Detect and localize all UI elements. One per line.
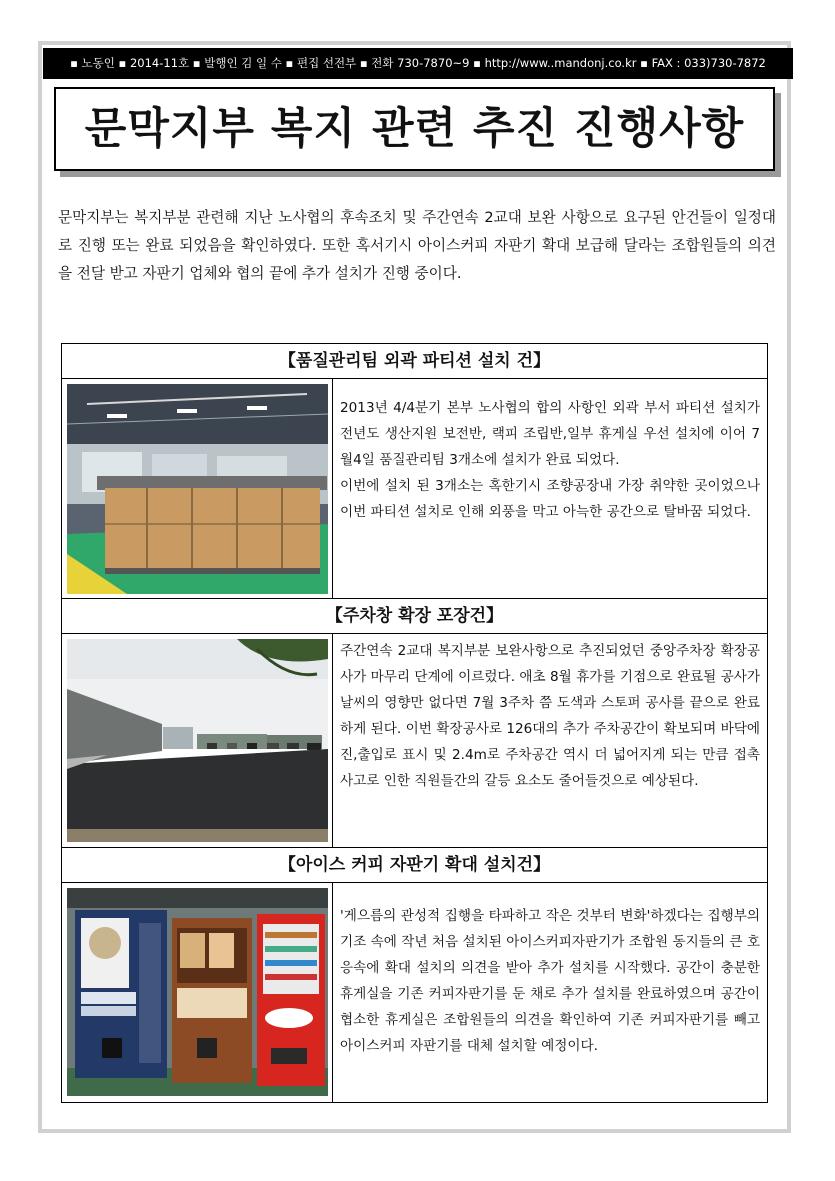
- page-title: 문막지부 복지 관련 추진 진행사항: [54, 87, 775, 171]
- section-text: [340, 638, 760, 794]
- section-body-parking: [62, 634, 767, 848]
- section-paragraph: 2013년 4/4분기 본부 노사협의 합의 사항인 외곽 부서 파티션 설치가 전년도 생산지원 보전반, 랙피 조립반,일부 휴게실 우선 설치에 이어 7월4일 품질관리팀 3개소에 설치가 완료 되었다.: [340, 400, 760, 468]
- section-body-partition: [62, 379, 767, 599]
- photo-cell: [62, 379, 333, 598]
- section-paragraph: 이번에 설치 된 3개소는 혹한기시 조향공장내 가장 취약한 곳이었으나 이번 파티션 설치로 인해 외풍을 막고 아늑한 공간으로 탈바꿈 되었다.: [340, 478, 760, 520]
- section-heading-parking: 【주차창 확장 포장건】: [62, 599, 767, 634]
- section-heading-vending: 【아이스 커피 자판기 확대 설치건】: [62, 848, 767, 883]
- sections-table: [61, 343, 768, 1103]
- intro-paragraph: 문막지부는 복지부분 관련해 지난 노사협의 후속조치 및 주간연속 2교대 보완 사항으로 요구된 안건들이 일정대로 진행 또는 완료 되었음을 확인하였다. 또한 혹서기시 아이스커피 자판기 확대 보급해 달라는 조합원들의 의견을 전달 받고 자판기 업체와 협의 끝에 추가 설치가 진행 중이다.: [58, 209, 776, 282]
- section-body-vending: [62, 883, 767, 1102]
- section-text: [340, 395, 760, 525]
- parking-photo: [67, 639, 328, 842]
- section-paragraph: 주간연속 2교대 복지부분 보완사항으로 추진되었던 중앙주차장 확장공사가 마무리 단계에 이르렀다. 애초 8월 휴가를 기점으로 완료될 공사가 날씨의 영향만 없다면 7월 3주차 쯤 도색과 스토퍼 공사를 끝으로 완료하게 된다. 이번 확장공사로 126대의 추가 주차공간이 확보되며 바닥에 진,출입로 표시 및 2.4m로 주차공간 역시 더 넓어지게 되는 만큼 접촉사고로 인한 직원들간의 갈등 요소도 줄어들것으로 예상된다.: [340, 643, 760, 789]
- section-paragraph: '게으름의 관성적 집행을 타파하고 작은 것부터 변화'하겠다는 집행부의 기조 속에 작년 처음 설치된 아이스커피자판기가 조합원 동지들의 큰 호응속에 확대 설치의 의견을 받아 추가 설치를 시작했다. 공간이 충분한 휴게실을 기존 커피자판기를 둔 채로 추가 설치를 완료하였으며 공간이 협소한 휴게실은 조합원들의 의견을 확인하여 기존 커피자판기를 빼고 아이스커피 자판기를 대체 설치할 예정이다.: [340, 908, 760, 1054]
- newsletter-info-bar: ▪ 노동인 ▪ 2014-11호 ▪ 발행인 김 일 수 ▪ 편집 선전부 ▪ 전화 730-7870~9 ▪ http://www..mandonj.co.kr ▪ FAX : 033)730-7872: [43, 48, 793, 79]
- photo-cell: [62, 883, 333, 1102]
- section-text: [340, 903, 760, 1059]
- photo-cell: [62, 634, 333, 847]
- section-heading-partition: 【품질관리팀 외곽 파티션 설치 건】: [62, 344, 767, 379]
- partition-photo: [67, 384, 328, 594]
- vending-machine-photo: [67, 888, 328, 1096]
